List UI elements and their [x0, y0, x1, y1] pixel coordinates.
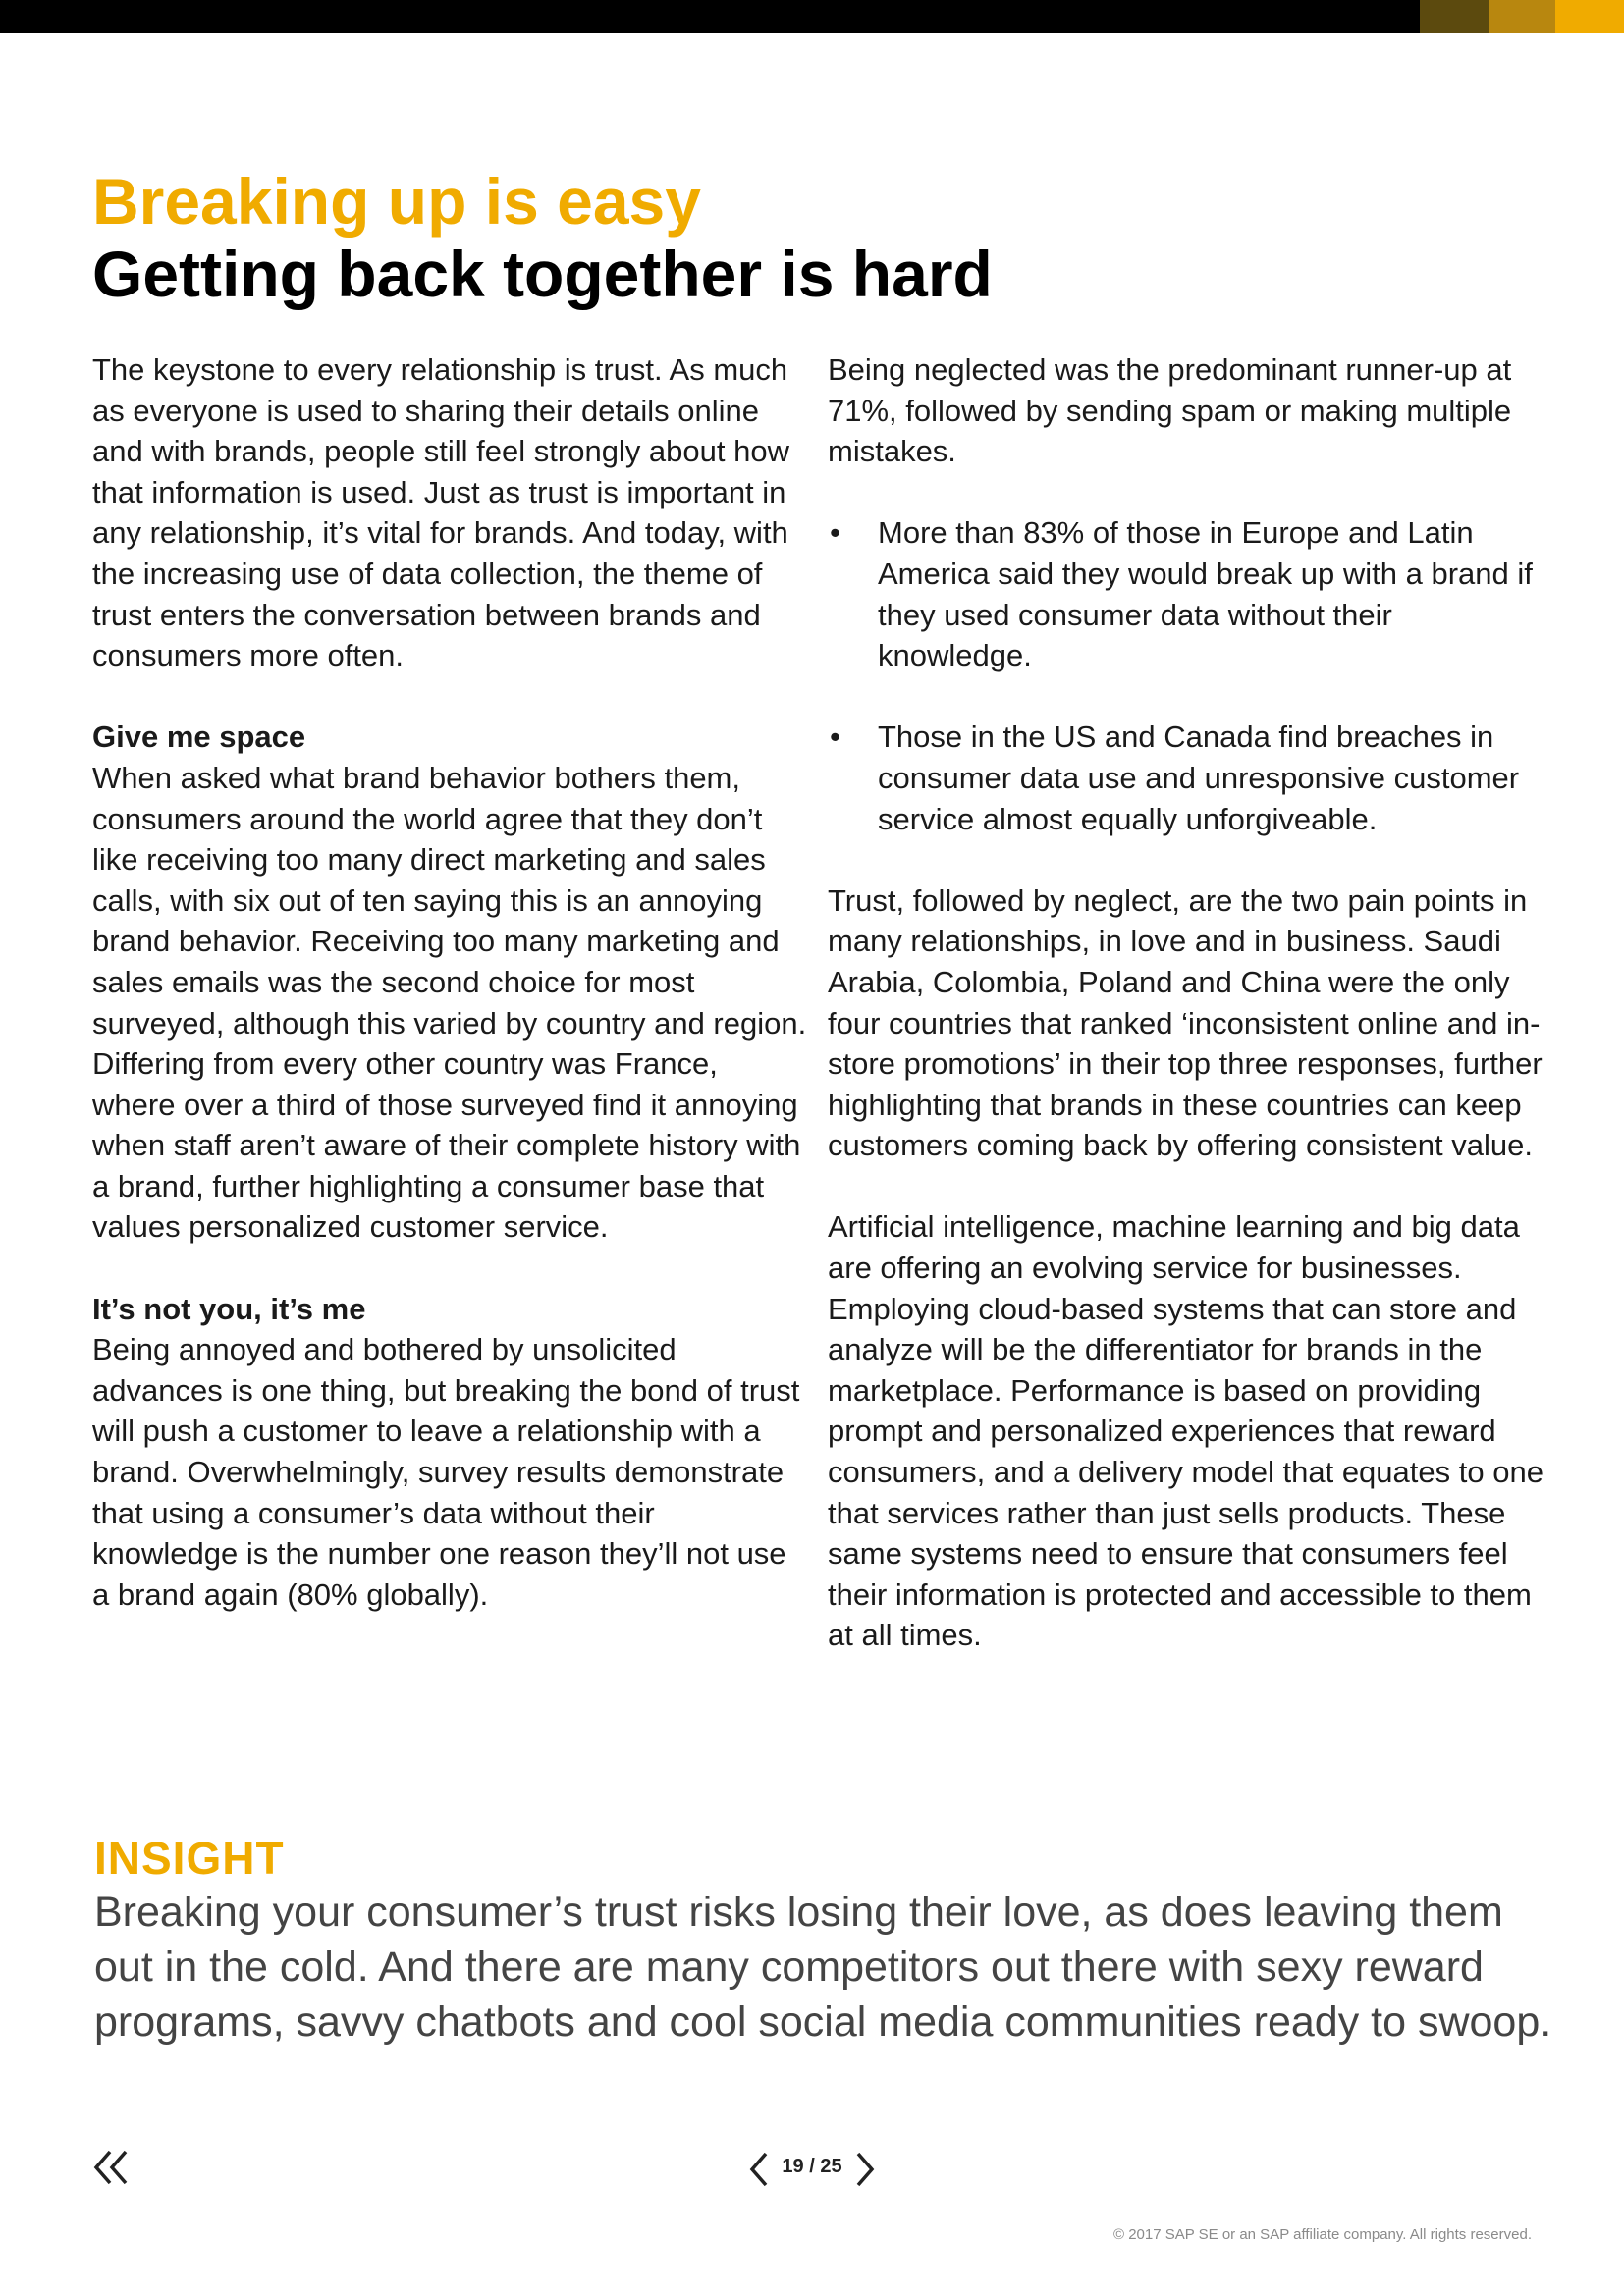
copyright-notice: © 2017 SAP SE or an SAP affiliate company. All rights reserved. — [1112, 2226, 1532, 2243]
bullet-icon: • — [830, 720, 840, 755]
list-item — [828, 512, 1544, 675]
section-heading-give-me-space: Give me space — [92, 720, 306, 755]
section-body-not-you: Being annoyed and bothered by unsolicited advances is one thing, but breaking the bond of trust will push a customer to leave a relationship with a brand. Overwhelmingly, survey results demonstrate that using a consumer’s data without their knowledge is the number one reason they’ll not use a brand again (80% globally). — [92, 1332, 800, 1612]
bullet-text: Those in the US and Canada find breaches in consumer data use and unresponsive customer service almost equally unforgiveable. — [878, 720, 1520, 836]
bullet-list — [828, 512, 1544, 839]
page-indicator: 19 / 25 — [782, 2156, 842, 2177]
section-heading-not-you: It’s not you, it’s me — [92, 1291, 366, 1326]
chevron-right-icon[interactable] — [852, 2148, 878, 2191]
bullet-text: More than 83% of those in Europe and Latin America said they would break up with a brand if they used consumer data without their knowledge. — [878, 515, 1533, 673]
chevron-left-icon[interactable] — [746, 2148, 772, 2191]
list-item — [828, 717, 1544, 839]
insight-label: INSIGHT — [94, 1833, 285, 1884]
right-column — [828, 349, 1544, 1656]
ai-paragraph: Artificial intelligence, machine learning and big data are offering an evolving service for businesses. Employing cloud-based systems that can store and analyze will be the differentiator for brands in the marketplace. Performance is based on providing prompt and personalized experiences that reward consumers, and a delivery model that equates to one that services rather than just sells products. These same systems need to ensure that consumers feel their information is protected and accessible to them at all times. — [828, 1209, 1543, 1653]
title-line-accent: Breaking up is easy — [92, 165, 701, 238]
intro-paragraph: The keystone to every relationship is trust. As much as everyone is used to sharing their details online and with brands, people still feel strongly about how that information is used. Just as trust is important in any relationship, it’s vital for brands. And today, with the increasing use of data collection, the theme of trust enters the conversation between brands and consumers more often. — [92, 352, 789, 673]
topbar-segment-gold — [1555, 0, 1624, 33]
page-navigator — [746, 2148, 878, 2191]
title-line-main: Getting back together is hard — [92, 238, 993, 310]
section-body-give-me-space: When asked what brand behavior bothers them, consumers around the world agree that they don’t like receiving too many direct marketing and sales calls, with six out of ten saying this is an annoying brand behavior. Receiving too many marketing and sales emails was the second choice for most surveyed, although this varied by country and region. Differing from every other country was France, where over a third of those surveyed find it annoying when staff aren’t aware of their complete history with a brand, further highlighting a consumer base that values personalized customer service. — [92, 760, 807, 1245]
top-color-bar — [0, 0, 1624, 33]
double-chevron-left-icon[interactable] — [90, 2146, 134, 2189]
topbar-segment-dark-gold — [1420, 0, 1489, 33]
insight-text: Breaking your consumer’s trust risks losing their love, as does leaving them out in the cold. And there are many competitors out there with sexy reward programs, savvy chatbots and cool social media communities ready to swoop. — [94, 1889, 1552, 2046]
runner-up-paragraph: Being neglected was the predominant runner-up at 71%, followed by sending spam or making multiple mistakes. — [828, 352, 1512, 469]
insight-callout — [94, 1832, 1567, 2050]
topbar-segment-mid-gold — [1489, 0, 1555, 33]
bullet-icon: • — [830, 515, 840, 551]
left-column — [92, 349, 807, 1615]
page-title — [92, 165, 1526, 310]
trust-neglect-paragraph: Trust, followed by neglect, are the two pain points in many relationships, in love and in business. Saudi Arabia, Colombia, Poland and China were the only four countries that ranked ‘inconsistent online and in-store promotions’ in their top three responses, further highlighting that brands in these countries can keep customers coming back by offering consistent value. — [828, 882, 1543, 1163]
